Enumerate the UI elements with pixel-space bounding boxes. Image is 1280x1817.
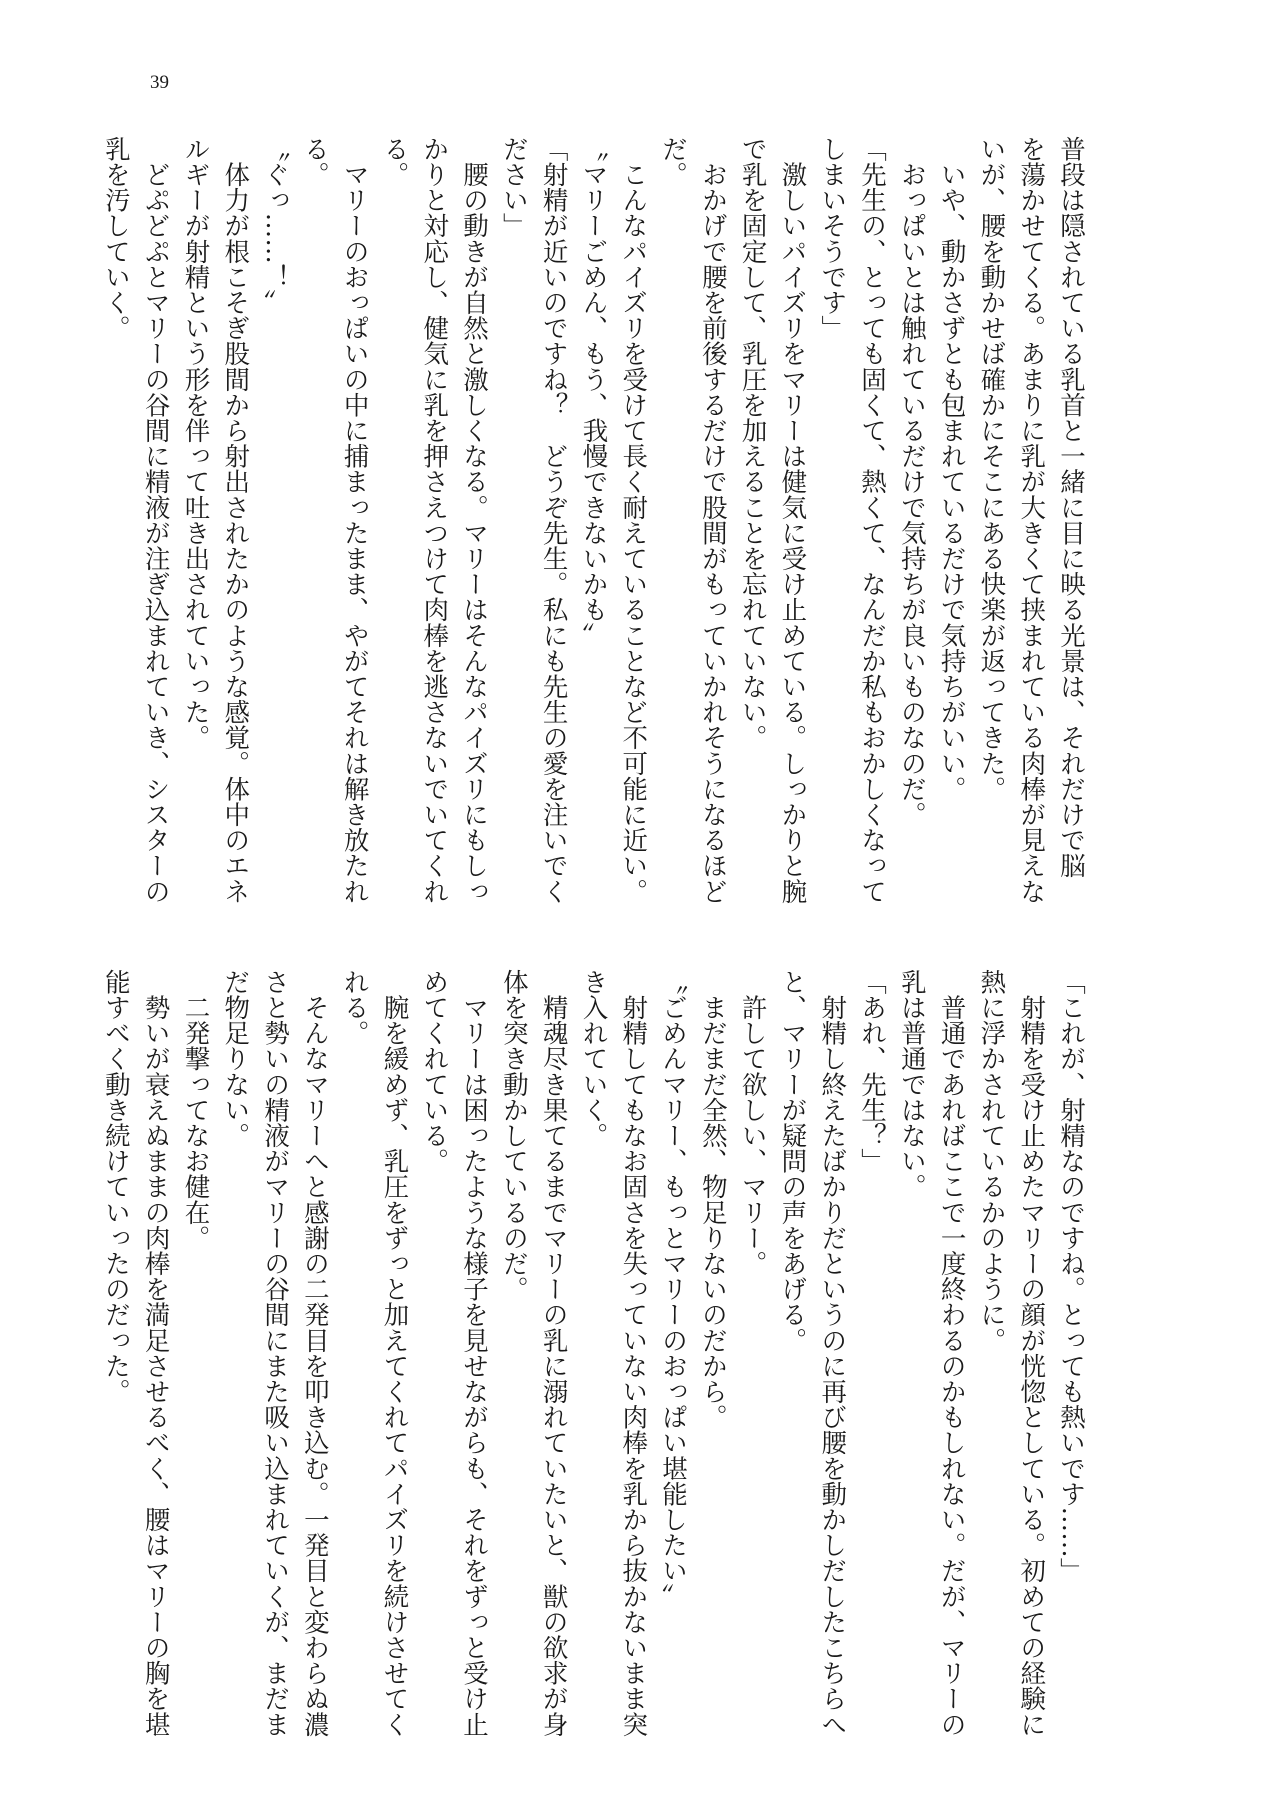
text-column: マリーのおっぱいの中に捕まったまま、やがてそれは解き放たれ bbox=[339, 136, 370, 904]
text-column: おかげで腰を前後するだけで股間がもっていかれそうになるほど bbox=[697, 136, 728, 904]
text-column: 普段は隠されている乳首と一緒に目に映る光景は、それだけで脳 bbox=[1056, 136, 1086, 879]
text-column: こんなパイズリを受けて長く耐えていることなど不可能に近い。 bbox=[618, 136, 649, 904]
text-column: 乳は普通ではない。 bbox=[896, 969, 927, 1200]
text-column: 激しいパイズリをマリーは健気に受け止めている。しっかりと腕 bbox=[777, 136, 808, 904]
text-column: いが、腰を動かせば確かにそこにある快楽が返ってきた。 bbox=[976, 136, 1007, 802]
text-column: 乳を汚していく。 bbox=[100, 136, 131, 341]
text-column: れる。 bbox=[339, 969, 370, 1046]
text-column: だ物足りない。 bbox=[220, 969, 251, 1149]
text-column: 〝ぐっ……！〟 bbox=[260, 136, 291, 316]
text-column: ださい」 bbox=[498, 136, 529, 239]
text-column: マリーは困ったような様子を見せながらも、それをずっと受け止 bbox=[459, 969, 490, 1737]
text-column: 勢いが衰えぬままの肉棒を満足させるべく、腰はマリーの胸を堪 bbox=[140, 969, 171, 1737]
text-column: 「射精が近いのですね？ どうぞ先生。私にも先生の愛を注いでく bbox=[538, 136, 569, 904]
text-column: 腰の動きが自然と激しくなる。マリーはそんなパイズリにもしっ bbox=[459, 136, 490, 904]
text-column: る。 bbox=[299, 136, 330, 188]
text-column: 「これが、射精なのですね。とっても熱いです……」 bbox=[1056, 969, 1086, 1584]
text-column: 腕を緩めず、乳圧をずっと加えてくれてパイズリを続けさせてく bbox=[379, 969, 410, 1737]
text-column: しまいそうです」 bbox=[817, 136, 848, 341]
text-column: き入れていく。 bbox=[578, 969, 609, 1149]
text-column: 能すべく動き続けていったのだった。 bbox=[100, 969, 131, 1405]
page-number: 39 bbox=[150, 72, 169, 93]
text-column: どぷどぷとマリーの谷間に精液が注ぎ込まれていき、シスターの bbox=[140, 136, 171, 904]
text-column: 「あれ、先生？」 bbox=[857, 969, 888, 1174]
text-column: 二発撃ってなお健在。 bbox=[180, 969, 211, 1251]
text-column: 許して欲しい、マリー。 bbox=[737, 969, 768, 1277]
text-column: だ。 bbox=[658, 136, 689, 188]
text-column: 体力が根こそぎ股間から射出されたかのような感覚。体中のエネ bbox=[220, 136, 251, 904]
text-column: 射精を受け止めたマリーの顔が恍惚としている。初めての経験に bbox=[1016, 969, 1047, 1737]
text-column: おっぱいとは触れているだけで気持ちが良いものなのだ。 bbox=[896, 136, 927, 828]
text-column: 「先生の、とっても固くて、熱くて、なんだか私もおかしくなって bbox=[857, 136, 888, 904]
text-column: る。 bbox=[379, 136, 410, 188]
text-column: を蕩かせてくる。あまりに乳が大きくて挟まれている肉棒が見えな bbox=[1016, 136, 1047, 904]
text-column: めてくれている。 bbox=[419, 969, 450, 1174]
text-column: で乳を固定して、乳圧を加えることを忘れていない。 bbox=[737, 136, 768, 751]
text-column: ルギーが射精という形を伴って吐き出されていった。 bbox=[180, 136, 211, 751]
text-column: 射精してもなお固さを失っていない肉棒を乳から抜かないまま突 bbox=[618, 969, 649, 1737]
upper-text-block bbox=[90, 136, 1090, 904]
text-column: 体を突き動かしているのだ。 bbox=[498, 969, 529, 1302]
text-column: 熱に浮かされているかのように。 bbox=[976, 969, 1007, 1353]
text-column: さと勢いの精液がマリーの谷間にまた吸い込まれていくが、まだま bbox=[260, 969, 291, 1737]
text-column: 射精し終えたばかりだというのに再び腰を動かしだしたこちらへ bbox=[817, 969, 848, 1737]
text-column: かりと対応し、健気に乳を押さえつけて肉棒を逃さないでいてくれ bbox=[419, 136, 450, 904]
text-column: まだまだ全然、物足りないのだから。 bbox=[697, 969, 728, 1430]
text-column: 精魂尽き果てるまでマリーの乳に溺れていたいと、獣の欲求が身 bbox=[538, 969, 569, 1737]
text-column: と、マリーが疑問の声をあげる。 bbox=[777, 969, 808, 1353]
text-column: 〝ごめんマリー、もっとマリーのおっぱい堪能したい〟 bbox=[658, 969, 689, 1609]
text-column: そんなマリーへと感謝の二発目を叩き込む。一発目と変わらぬ濃 bbox=[299, 969, 330, 1737]
text-column: いや、動かさずとも包まれているだけで気持ちがいい。 bbox=[936, 136, 967, 802]
lower-text-block bbox=[90, 969, 1090, 1737]
text-column: 〝マリーごめん、もう、我慢できないかも〟 bbox=[578, 136, 609, 648]
text-column: 普通であればここで一度終わるのかもしれない。だが、マリーの bbox=[936, 969, 967, 1737]
